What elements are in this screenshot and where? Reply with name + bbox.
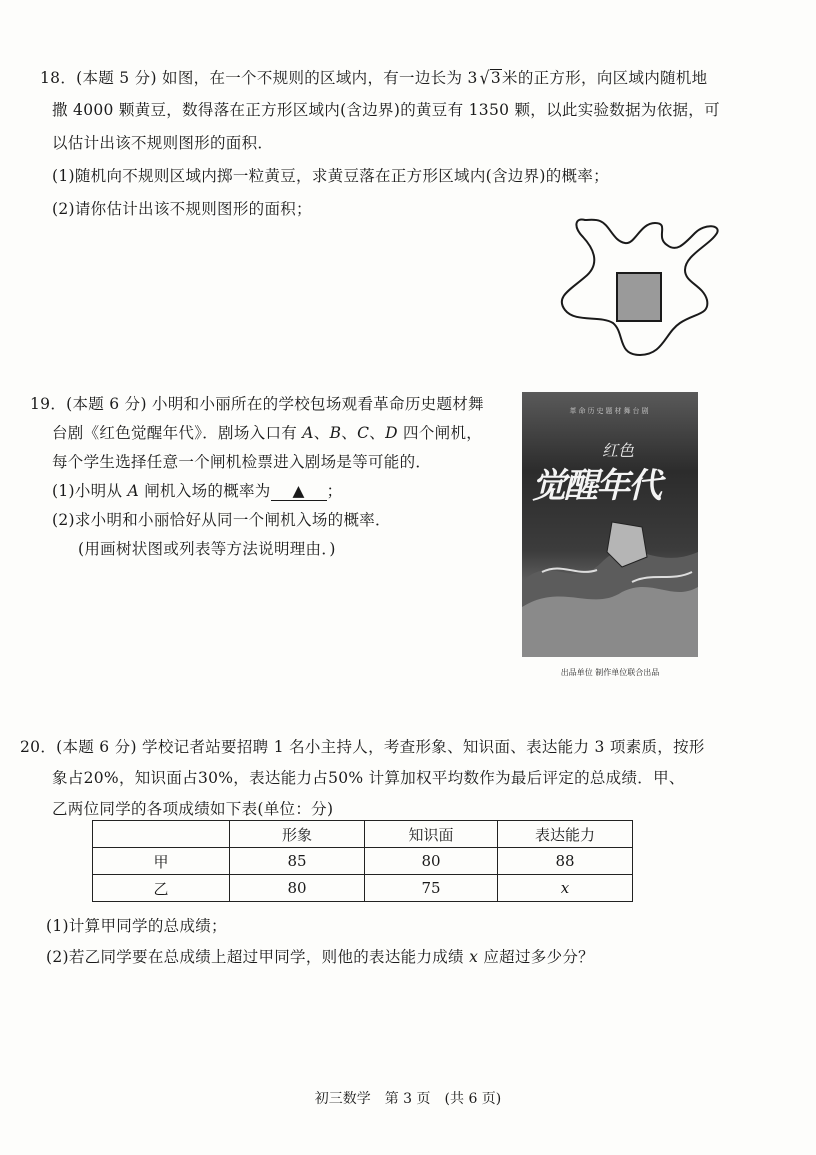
play-poster: [522, 392, 698, 657]
table-cell: 甲: [93, 848, 230, 875]
q20-line3: 乙两位同学的各项成绩如下表(单位：分): [52, 800, 334, 818]
table-header-cell: 形象: [230, 821, 365, 848]
q19-part1: [52, 479, 342, 501]
table-header-row: [93, 821, 633, 848]
q19-part1-text-b: 闸机入场的概率为: [138, 482, 271, 500]
separator: 、: [369, 424, 386, 442]
table-cell: 乙: [93, 875, 230, 902]
gate-b: B: [329, 424, 342, 442]
q20-part2-text-a: (2)若乙同学要在总成绩上超过甲同学，则他的表达能力成绩: [46, 948, 470, 966]
page-footer: 初三数学 第 3 页 (共 6 页): [314, 1091, 502, 1107]
q20-part2-text-b: 应超过多少分？: [478, 948, 594, 966]
table-header-cell: 表达能力: [498, 821, 633, 848]
score-table: [92, 820, 633, 902]
blank-triangle-icon: ▲: [292, 482, 305, 500]
table-cell: 88: [498, 848, 633, 875]
table-header-cell: 知识面: [365, 821, 498, 848]
sqrt-radicand: 3: [490, 69, 502, 87]
q19-line2: [52, 421, 482, 443]
q20-part2: [46, 945, 594, 967]
table-cell: 80: [365, 848, 498, 875]
q20-part2-var: x: [469, 948, 479, 966]
q19-line2-text-a: 台剧《红色觉醒年代》．剧场入口有: [52, 424, 303, 442]
table-cell: x: [498, 875, 633, 902]
q19-part2: (2)求小明和小丽恰好从同一个闸机入场的概率．: [52, 511, 391, 529]
table-cell: 80: [230, 875, 365, 902]
table-header-cell: [93, 821, 230, 848]
poster-artwork: [522, 512, 698, 657]
q19-line2-text-b: 四个闸机，: [397, 424, 483, 442]
separator: 、: [341, 424, 358, 442]
q19-line3: 每个学生选择任意一个闸机检票进入剧场是等可能的．: [52, 453, 432, 471]
square-region: [617, 273, 661, 321]
poster-big-title: 觉醒年代: [532, 466, 660, 506]
gate-d: D: [385, 424, 398, 442]
q18-line1-text-b: 米的正方形，向区域内随机地: [502, 69, 708, 87]
answer-blank: [271, 482, 327, 501]
q18-line3: 以估计出该不规则图形的面积．: [52, 134, 274, 152]
q19-part1-text-c: ；: [326, 482, 343, 500]
q20-line1: 20．(本题 6 分) 学校记者站要招聘 1 名小主持人，考查形象、知识面、表达能力 3 项素质，按形: [20, 738, 705, 756]
q19-part1-text-a: (1)小明从: [52, 482, 128, 500]
irregular-region-figure: [555, 215, 725, 360]
q20-part1: (1)计算甲同学的总成绩；: [46, 917, 227, 935]
q20-line2: 象占20%，知识面占30%，表达能力占50% 计算加权平均数作为最后评定的总成绩．甲、: [52, 769, 685, 787]
table-cell: 85: [230, 848, 365, 875]
q18-line1-text-a: 18．(本题 5 分) 如图，在一个不规则的区域内，有一边长为 3: [40, 69, 478, 87]
poster-header: 革命历史题材舞台剧: [569, 407, 651, 415]
q18-line2: 撒 4000 颗黄豆，数得落在正方形区域内(含边界)的黄豆有 1350 颗，以此实验数据为依据，可: [52, 101, 720, 119]
poster-caption: 出品单位 制作单位联合出品: [560, 668, 660, 677]
q18-part2: (2)请你估计出该不规则图形的面积；: [52, 200, 312, 218]
sqrt-symbol: √: [479, 67, 490, 89]
q18-part1: (1)随机向不规则区域内掷一粒黄豆，求黄豆落在正方形区域内(含边界)的概率；: [52, 167, 609, 185]
gate-c: C: [357, 424, 370, 442]
q19-line1: 19．(本题 6 分) 小明和小丽所在的学校包场观看革命历史题材舞: [30, 395, 484, 413]
gate-a: A: [302, 424, 314, 442]
table-row: [93, 848, 633, 875]
q18-line1: [40, 66, 707, 88]
poster-small-title: 红色: [602, 441, 635, 460]
q19-part1-var: A: [127, 482, 139, 500]
table-row: [93, 875, 633, 902]
table-cell: 75: [365, 875, 498, 902]
q19-note: (用画树状图或列表等方法说明理由．): [78, 540, 336, 558]
separator: 、: [313, 424, 330, 442]
